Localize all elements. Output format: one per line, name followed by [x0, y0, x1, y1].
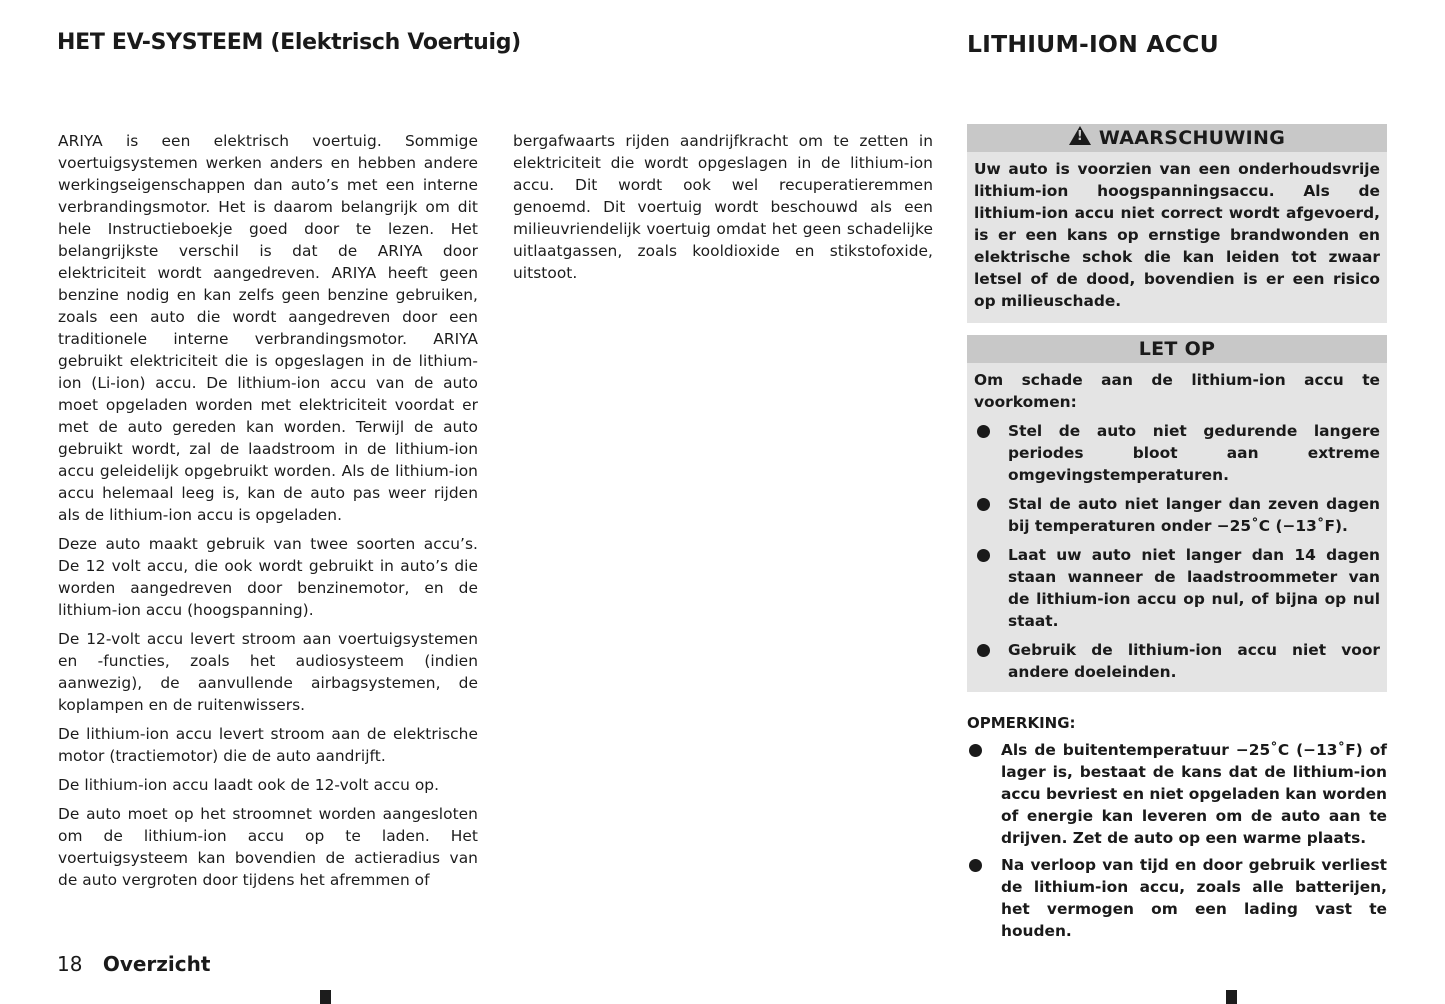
paragraph: De lithium-ion accu levert stroom aan de elektrische motor (tractiemotor) die de auto aandrijft. [58, 725, 478, 765]
warning-triangle-icon [1069, 126, 1091, 145]
bullet-item: Stal de auto niet langer dan zeven dagen bij temperaturen onder −25˚C (−13˚F). [974, 493, 1380, 537]
warning-header [967, 124, 1387, 152]
crop-mark [320, 990, 331, 1004]
note-title: OPMERKING: [967, 714, 1076, 732]
paragraph: De 12-volt accu levert stroom aan voertuigsystemen en -functies, zoals het audiosysteem (indien aanwezig), de aanvullende airbagsystemen, de koplampen en de ruitenwissers. [58, 630, 478, 714]
paragraph: Deze auto maakt gebruik van twee soorten accu’s. De 12 volt accu, die ook wordt gebruikt in auto’s die worden aangedreven door benzinemotor, en de lithium-ion accu (hoogspanning). [58, 535, 478, 619]
paragraph: ARIYA is een elektrisch voertuig. Sommige voertuigsystemen werken anders en hebben andere werkingseigenschappen dan auto’s met een interne verbrandingsmotor. Het is daarom belangrijk om dit hele Instructieboekje goed door te lezen. Het belangrijkste verschil is dat de ARIYA door elektriciteit wordt aangedreven. ARIYA heeft geen benzine nodig en kan zelfs geen benzine gebruiken, zoals een auto die wordt aangedreven door een traditionele interne verbrandingsmotor. ARIYA gebruikt elektriciteit die is opgeslagen in de lithium-ion (Li-ion) accu. De lithium-ion accu van de auto moet opgeladen worden met elektriciteit voordat er met de auto gereden kan worden. Terwijl de auto gebruikt wordt, zal de laadstroom in de lithium-ion accu geleidelijk opgebruikt worden. Als de lithium-ion accu helemaal leeg is, kan de auto pas weer rijden als de lithium-ion accu is opgeladen. [58, 132, 478, 524]
bullet-item: Gebruik de lithium-ion accu niet voor andere doeleinden. [974, 639, 1380, 683]
caution-list [974, 420, 1380, 683]
bullet-item: Als de buitentemperatuur −25˚C (−13˚F) of lager is, bestaat de kans dat de lithium-ion accu bevriest en niet opgeladen kan worden of energie kan leveren om de auto aan te drijven. Zet de auto op een warme plaats. [967, 739, 1387, 849]
text-column-1 [58, 130, 478, 898]
note-list [967, 739, 1387, 942]
page-footer [57, 952, 210, 976]
page-heading-lithium-ion: LITHIUM-ION ACCU [967, 30, 1219, 58]
bullet-item: Na verloop van tijd en door gebruik verliest de lithium-ion accu, zoals alle batterijen, het vermogen om een lading vast te houden. [967, 854, 1387, 942]
text-column-2 [513, 130, 933, 291]
warning-text: Uw auto is voorzien van een onderhoudsvrije lithium-ion hoogspanningsaccu. Als de lithium-ion accu niet correct wordt afgevoerd, is er een kans op ernstige brandwonden en elektrische schok die kan leiden tot zwaar letsel of de dood, bovendien is er een risico op milieuschade. [974, 160, 1380, 310]
paragraph: De auto moet op het stroomnet worden aangesloten om de lithium-ion accu op te laden. Het voertuigsysteem kan bovendien de actieradius van de auto vergroten door tijdens het afremmen of [58, 805, 478, 889]
caution-intro: Om schade aan de lithium-ion accu te voorkomen: [974, 371, 1380, 411]
bullet-item: Stel de auto niet gedurende langere periodes bloot aan extreme omgevingstemperaturen. [974, 420, 1380, 486]
page-heading-ev-system: HET EV-SYSTEEM (Elektrisch Voertuig) [57, 30, 521, 55]
caution-body [967, 363, 1387, 691]
warning-box [967, 124, 1387, 323]
caution-title: LET OP [967, 335, 1387, 363]
warning-title: WAARSCHUWING [1098, 127, 1286, 149]
note-section [967, 712, 1387, 942]
caution-box [967, 335, 1387, 692]
paragraph: bergafwaarts rijden aandrijfkracht om te zetten in elektriciteit die wordt opgeslagen in de lithium-ion accu. Dit wordt ook wel recuperatieremmen genoemd. Dit voertuig wordt beschouwd als een milieuvriendelijk voertuig omdat het geen schadelijke uitlaatgassen, zoals kooldioxide en stikstofoxide, uitstoot. [513, 132, 933, 282]
bullet-item: Laat uw auto niet langer dan 14 dagen staan wanneer de laadstroommeter van de lithium-ion accu op nul, of bijna op nul staat. [974, 544, 1380, 632]
paragraph: De lithium-ion accu laadt ook de 12-volt accu op. [58, 776, 440, 794]
crop-mark [1226, 990, 1237, 1004]
section-name: Overzicht [102, 952, 211, 976]
page-number: 18 [57, 952, 83, 976]
